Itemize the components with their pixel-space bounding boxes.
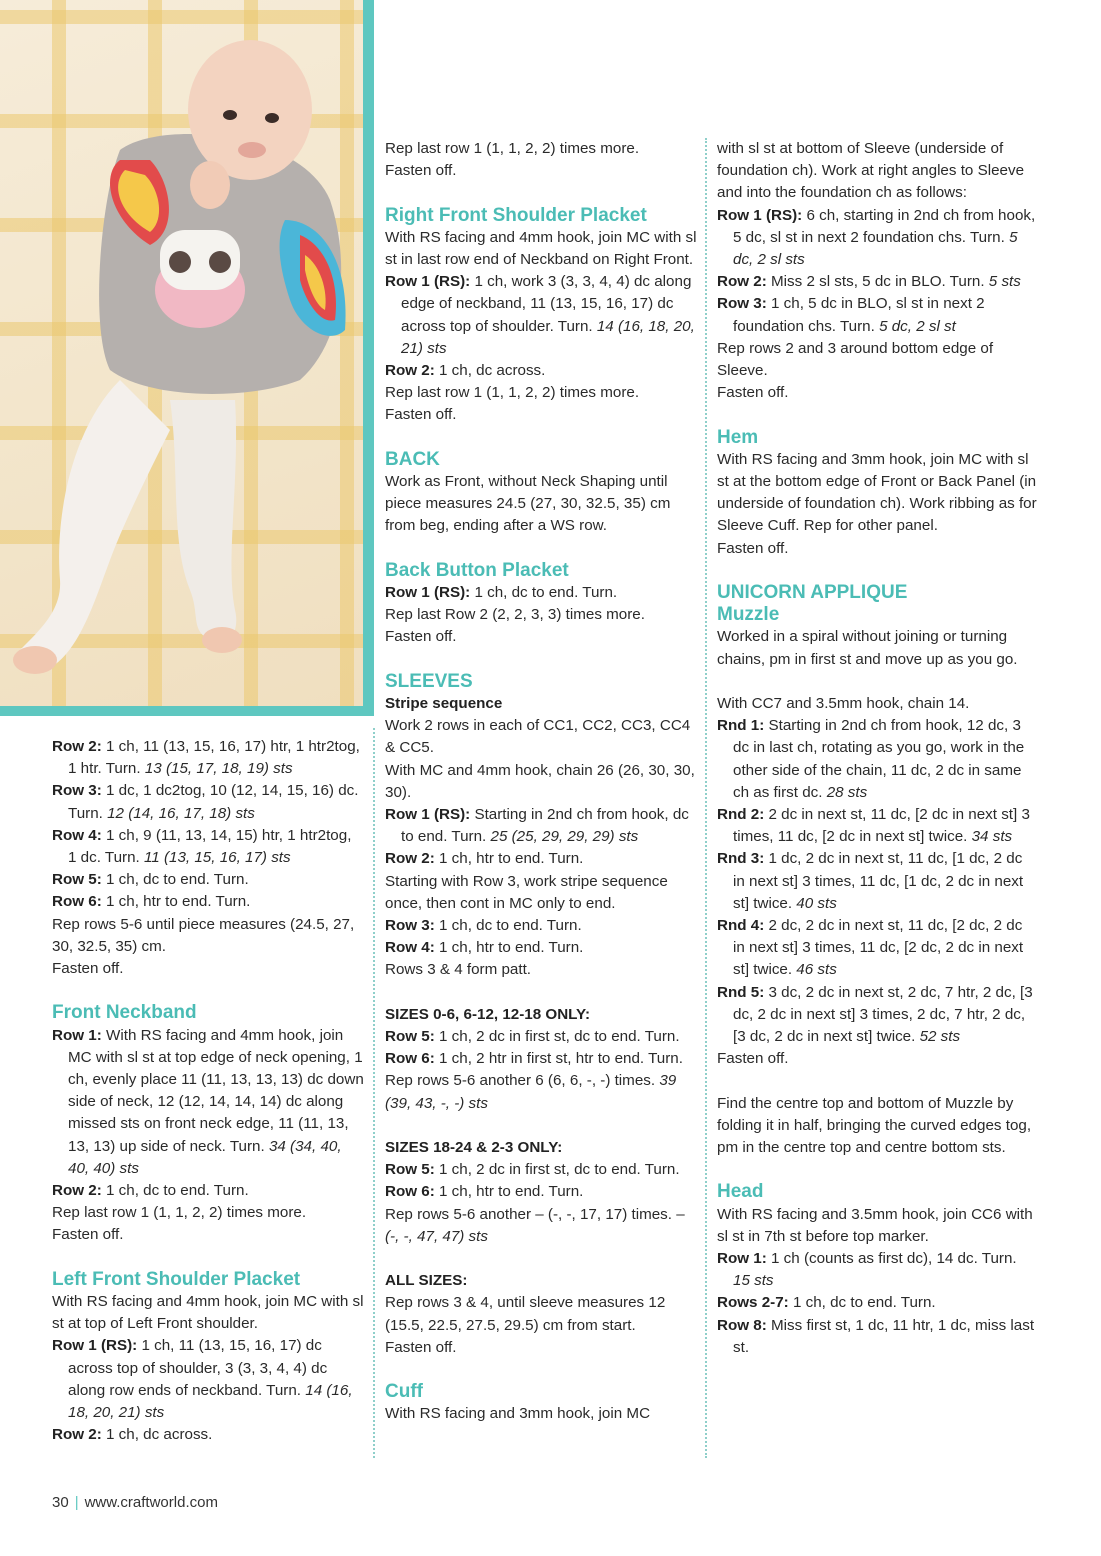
section-heading: Right Front Shoulder Placket [385,204,647,226]
section-heading: Muzzle [717,604,780,626]
instruction-row: Row 4: 1 ch, htr to end. Turn. [385,939,584,957]
instruction-text: Rep rows 3 & 4, until sleeve measures 12 (15.5, 22.5, 27.5, 29.5) cm from start. [385,1294,666,1334]
section-heading: SLEEVES [385,670,473,692]
instruction-text: Rep rows 5-6 until piece measures (24.5, 27, 30, 32.5, 35) cm. [52,915,355,955]
instruction-row: Row 3: 1 ch, dc to end. Turn. [385,917,582,935]
instruction-text: With CC7 and 3.5mm hook, chain 14. [717,695,970,713]
instruction-text: With RS facing and 3mm hook, join MC [385,1405,651,1423]
instruction-text: Rep last row 1 (1, 1, 2, 2) times more. [52,1204,307,1222]
instruction-row: Row 1: With RS facing and 4mm hook, join MC with sl st at top edge of neck opening, 1 ch, evenly place 11 (11, 13, 13, 13) dc down side of neck, 12 (12, 14, 14, 14) dc along missed sts on front neck edge, 11 (11, 13, 13, 13) up side of neck. Turn. 34 (34, 40, 40, 40) sts [52,1026,364,1177]
instruction-text: Work as Front, without Neck Shaping until piece measures 24.5 (27, 30, 32.5, 35) cm from beg, ending after a WS row. [385,473,671,535]
instruction-row: Rnd 4: 2 dc, 2 dc in next st, 11 dc, [2 dc, 2 dc in next st] 3 times, 11 dc, [2 dc, 2 dc in next st] twice. 46 sts [717,917,1024,979]
instruction-row: Row 3: 1 dc, 1 dc2tog, 10 (12, 14, 15, 16) dc. Turn. 12 (14, 16, 17, 18) sts [52,782,359,822]
page-footer [52,1494,218,1511]
instruction-text: Rep last row 1 (1, 1, 2, 2) times more. [385,140,640,157]
subheading: ALL SIZES: [385,1272,468,1290]
baby-in-unicorn-sweater-photo [0,0,363,706]
instruction-text: With RS facing and 3mm hook, join MC with sl st at the bottom edge of Front or Back Panel (in underside of foundation ch). Work ribbing as for Sleeve Cuff. Rep for other panel. [717,450,1037,535]
instruction-text: With RS facing and 3.5mm hook, join CC6 with sl st in 7th st before top marker. [717,1205,1033,1245]
instruction-row: Row 2: Miss 2 sl sts, 5 dc in BLO. Turn. 5 sts [717,273,1021,291]
instruction-row: Row 4: 1 ch, 9 (11, 13, 14, 15) htr, 1 htr2tog, 1 dc. Turn. 11 (13, 15, 16, 17) sts [52,826,352,867]
instruction-row: Row 1 (RS): 6 ch, starting in 2nd ch from hook, 5 dc, sl st in next 2 foundation chs. Turn. 5 dc, 2 sl sts [717,206,1036,269]
instruction-row: Rnd 3: 1 dc, 2 dc in next st, 11 dc, [1 dc, 2 dc in next st] 3 times, 11 dc, [1 dc, 2 dc in next st] twice. 40 sts [717,850,1024,912]
section-heading: Front Neckband [52,1002,197,1024]
instruction-text: Find the centre top and bottom of Muzzle by folding it in half, bringing the curved edges tog, pm in the centre top and centre bottom sts. [717,1094,1032,1157]
instruction-text: Fasten off. [385,1338,457,1356]
footer-separator: | [74,1494,79,1511]
instruction-row: Row 2: 1 ch, htr to end. Turn. [385,850,584,868]
instruction-row: Row 1: 1 ch (counts as first dc), 14 dc. Turn. 15 sts [717,1250,1017,1290]
instruction-text: Fasten off. [385,628,457,646]
instruction-text: Work 2 rows in each of CC1, CC2, CC3, CC4 & CC5. [385,717,691,757]
instruction-row: Row 1 (RS): 1 ch, 11 (13, 15, 16, 17) dc across top of shoulder, 3 (3, 3, 4, 4) dc along row ends of neckband. Turn. 14 (16, 18, 20, 21) sts [52,1337,353,1422]
column-3 [717,138,1037,1359]
subheading: Stripe sequence [385,695,503,713]
instruction-row: Row 5: 1 ch, 2 dc in first st, dc to end. Turn. [385,1161,680,1179]
instruction-text: With RS facing and 4mm hook, join MC with sl st at top of Left Front shoulder. [52,1293,364,1333]
instruction-text: Fasten off. [52,1226,124,1244]
instruction-row: Row 2: 1 ch, dc across. [52,1426,213,1444]
instruction-text: With MC and 4mm hook, chain 26 (26, 30, 30, 30). [385,761,695,801]
instruction-row: Row 8: Miss first st, 1 dc, 11 htr, 1 dc, miss last st. [717,1316,1035,1356]
section-heading: UNICORN APPLIQUE [717,582,908,604]
instruction-row: Rnd 2: 2 dc in next st, 11 dc, [2 dc in next st] 3 times, 11 dc, [2 dc in next st] twice. 34 sts [717,806,1030,846]
instruction-row: Row 3: 1 ch, 5 dc in BLO, sl st in next 2 foundation chs. Turn. 5 dc, 2 sl st [717,295,985,335]
instruction-row: Row 1 (RS): 1 ch, work 3 (3, 3, 4, 4) dc along edge of neckband, 11 (13, 15, 16, 17) dc across top of shoulder. Turn. 14 (16, 18, 20, 21) sts [385,273,695,357]
column-1 [52,736,364,1446]
instruction-row: Row 6: 1 ch, htr to end. Turn. [385,1183,584,1201]
section-heading: BACK [385,448,440,470]
instruction-text: Fasten off. [717,1050,789,1068]
instruction-text: Worked in a spiral without joining or turning chains, pm in first st and move up as you go. [717,628,1018,668]
instruction-text: Rep rows 5-6 another 6 (6, 6, -, -) times. 39 (39, 43, -, -) sts [385,1072,677,1112]
subheading: SIZES 18-24 & 2-3 ONLY: [385,1139,563,1157]
instruction-row: Row 5: 1 ch, dc to end. Turn. [52,871,249,889]
instruction-row: Row 2: 1 ch, dc to end. Turn. [52,1182,249,1200]
section-heading: Head [717,1181,764,1203]
instruction-row: Row 6: 1 ch, 2 htr in first st, htr to end. Turn. [385,1050,683,1068]
footer-website-link[interactable]: www.craftworld.com [84,1494,218,1511]
instruction-row: Rows 2-7: 1 ch, dc to end. Turn. [717,1294,936,1312]
instruction-text: Fasten off. [385,162,457,180]
section-heading: Left Front Shoulder Placket [52,1268,301,1290]
instruction-text: Rows 3 & 4 form patt. [385,961,532,979]
instruction-row: Row 1 (RS): Starting in 2nd ch from hook, dc to end. Turn. 25 (25, 29, 29, 29) sts [385,806,689,846]
instruction-row: Row 2: 1 ch, 11 (13, 15, 16, 17) htr, 1 htr2tog, 1 htr. Turn. 13 (15, 17, 18, 19) sts [52,738,360,778]
instruction-row: Rnd 1: Starting in 2nd ch from hook, 12 dc, 3 dc in last ch, rotating as you go, work in the other side of the chain, 11 dc, 2 dc in same ch as first dc. 28 sts [717,717,1025,801]
column-divider [373,728,375,1458]
instruction-text: Fasten off. [717,384,789,402]
instruction-text: Starting with Row 3, work stripe sequence once, then cont in MC only to end. [385,872,668,912]
instruction-text: Rep last Row 2 (2, 2, 3, 3) times more. [385,606,645,624]
section-heading: Hem [717,426,759,448]
column-divider [705,138,707,1458]
baby-illustration [0,0,363,706]
instruction-text: With RS facing and 4mm hook, join MC with sl st in last row end of Neckband on Right Front. [385,228,697,268]
section-heading: Back Button Placket [385,559,569,581]
photo-frame [0,0,374,716]
instruction-text: Rep rows 2 and 3 around bottom edge of Sleeve. [717,339,994,380]
instruction-text: with sl st at bottom of Sleeve (underside of foundation ch). Work at right angles to Sleeve and into the foundation ch as follows: [717,140,1025,202]
instruction-row: Rnd 5: 3 dc, 2 dc in next st, 2 dc, 7 htr, 2 dc, [3 dc, 2 dc in next st] 3 times, 2 dc, 7 htr, 2 dc, [3 dc, 2 dc in next st] twice. 52 sts [717,983,1033,1046]
page-number: 30 [52,1494,69,1511]
instruction-text: Rep rows 5-6 another – (-, -, 17, 17) times. – (-, -, 47, 47) sts [385,1205,685,1245]
instruction-row: Row 1 (RS): 1 ch, dc to end. Turn. [385,584,618,602]
instruction-row: Row 2: 1 ch, dc across. [385,362,546,380]
subheading: SIZES 0-6, 6-12, 12-18 ONLY: [385,1005,591,1023]
instruction-text: Fasten off. [52,960,124,978]
instruction-text: Fasten off. [717,539,789,557]
instruction-row: Row 6: 1 ch, htr to end. Turn. [52,893,251,911]
instruction-text: Rep last row 1 (1, 1, 2, 2) times more. [385,384,640,402]
instruction-text: Fasten off. [385,406,457,424]
instruction-row: Row 5: 1 ch, 2 dc in first st, dc to end. Turn. [385,1028,680,1046]
column-2 [385,138,697,1426]
section-heading: Cuff [385,1381,423,1403]
